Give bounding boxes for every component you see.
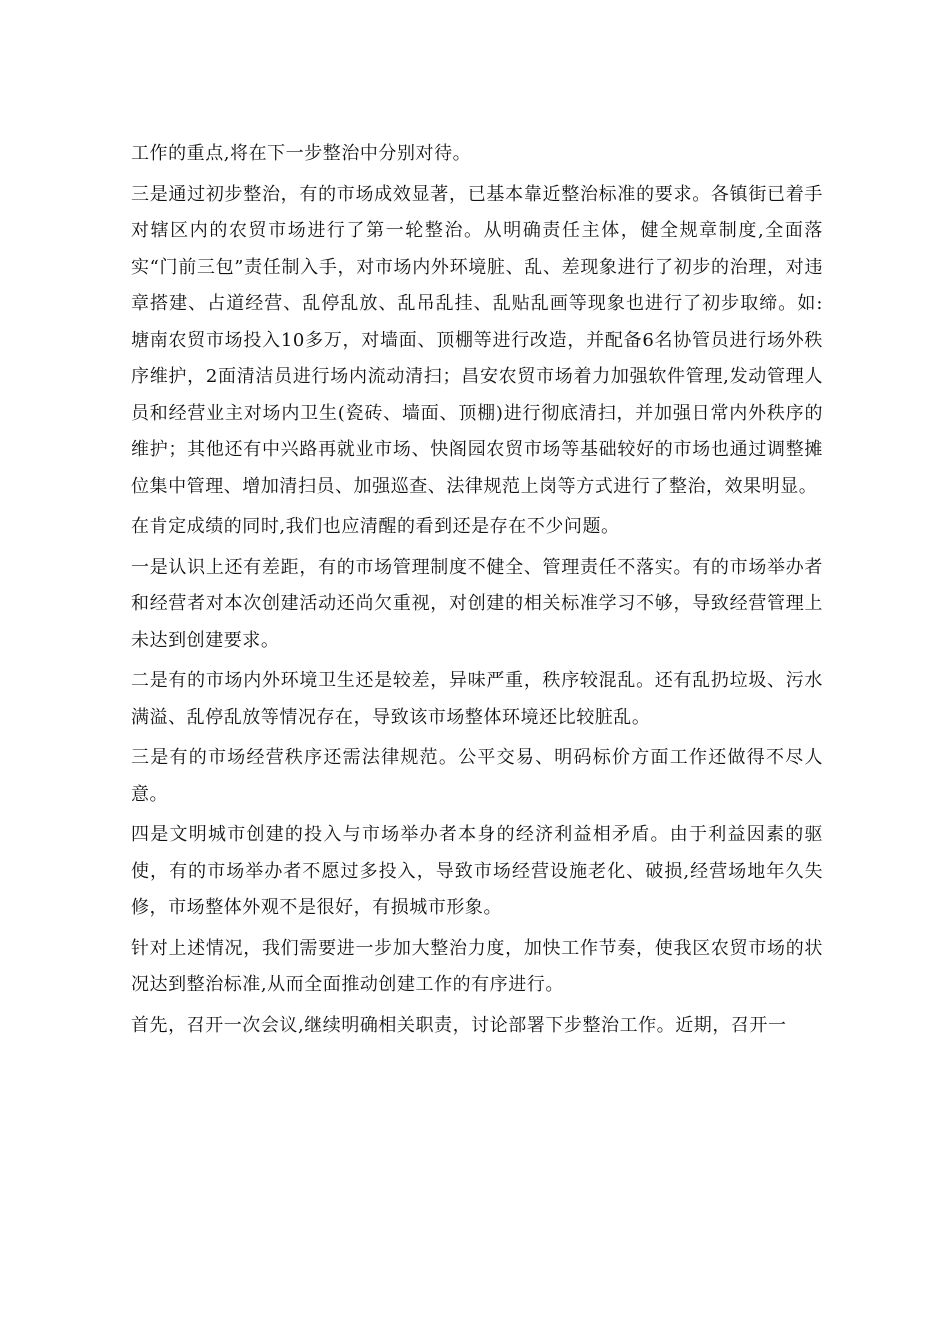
paragraph-3: 在肯定成绩的同时,我们也应清醒的看到还是存在不少问题。 bbox=[131, 516, 620, 537]
paragraph-6: 三是有的市场经营秩序还需法律规范。公平交易、明码标价方面工作还做得不尽人意。 bbox=[131, 747, 823, 805]
paragraph-2: 三是通过初步整治，有的市场成效显著，已基本靠近整治标准的要求。各镇街已着手对辖区内的农贸市场进行了第一轮整治。从明确责任主体，健全规章制度,全面落实“门前三包”责任制入手，对市场内外环境脏、乱、差现象进行了初步的治理，对违章搭建、占道经营、乱停乱放、乱吊乱挂、乱贴乱画等现象也进行了初步取缔。如:塘南农贸市场投入10多万，对墙面、顶棚等进行改造，并配备6名协管员进行场外秩序维护，2面清洁员进行场内流动清扫；昌安农贸市场着力加强软件管理,发动管理人员和经营业主对场内卫生(瓷砖、墙面、顶棚)进行彻底清扫，并加强日常内外秩序的维护；其他还有中兴路再就业市场、快阁园农贸市场等基础较好的市场也通过调整摊位集中管理、增加清扫员、加强巡查、法律规范上岗等方式进行了整治，效果明显。 bbox=[131, 183, 823, 497]
paragraph-1: 工作的重点,将在下一步整治中分别对待。 bbox=[131, 143, 472, 164]
paragraph-8: 针对上述情况，我们需要进一步加大整治力度，加快工作节奏，使我区农贸市场的状况达到整治标准,从而全面推动创建工作的有序进行。 bbox=[131, 937, 823, 995]
paragraph-5: 二是有的市场内外环境卫生还是较差，异味严重，秩序较混乱。还有乱扔垃圾、污水满溢、乱停乱放等情况存在，导致该市场整体环境还比较脏乱。 bbox=[131, 670, 823, 728]
paragraph-9: 首先，召开一次会议,继续明确相关职责，讨论部署下步整治工作。近期，召开一 bbox=[131, 1014, 787, 1036]
paragraph-4: 一是认识上还有差距，有的市场管理制度不健全、管理责任不落实。有的市场举办者和经营者对本次创建活动还尚欠重视，对创建的相关标准学习不够，导致经营管理上未达到创建要求。 bbox=[131, 556, 823, 651]
document-body bbox=[131, 136, 823, 1048]
paragraph-7: 四是文明城市创建的投入与市场举办者本身的经济利益相矛盾。由于利益因素的驱使，有的市场举办者不愿过多投入，导致市场经营设施老化、破损,经营场地年久失修，市场整体外观不是很好，有损城市形象。 bbox=[131, 824, 823, 918]
